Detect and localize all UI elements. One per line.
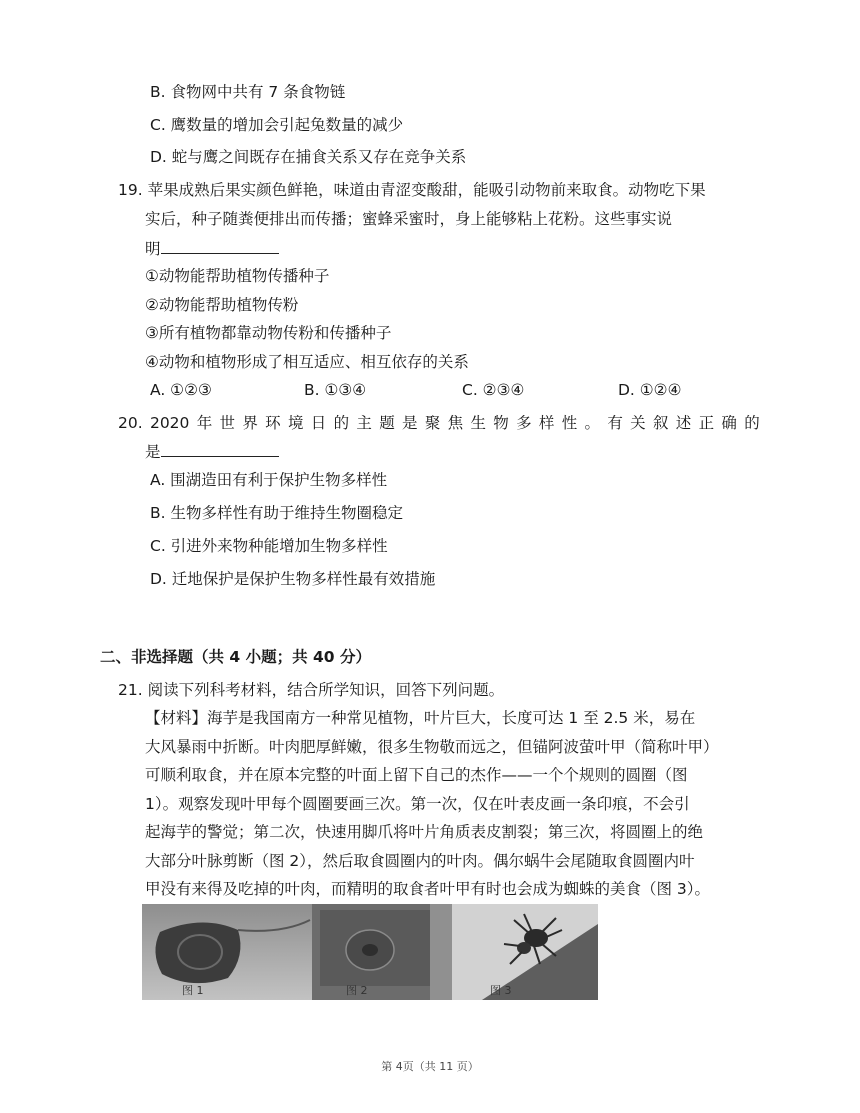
- q18-option-b: B. 食物网中共有 7 条食物链: [150, 83, 346, 101]
- q19-option-c: C. ②③④: [462, 381, 525, 399]
- q21-material-line1: 【材料】海芋是我国南方一种常见植物，叶片巨大，长度可达 1 至 2.5 米，易在: [145, 709, 696, 727]
- q20-stem-char: 2020: [149, 414, 190, 432]
- q20-option-d: D. 迁地保护是保护生物多样性最有效措施: [150, 570, 436, 588]
- figure-2-caption: 图 2: [346, 984, 368, 997]
- leaf-cut-icon: [312, 904, 452, 1000]
- q19-stem-tail: 明: [145, 240, 161, 258]
- q19-option-b: B. ①③④: [304, 381, 367, 399]
- q20-option-c: C. 引进外来物种能增加生物多样性: [150, 537, 388, 555]
- q21-intro: 21. 阅读下列科考材料，结合所学知识，回答下列问题。: [118, 681, 505, 699]
- q20-stem-char: 述: [675, 414, 692, 432]
- q20-stem-char: 聚: [424, 414, 441, 432]
- figure-1-caption: 图 1: [182, 984, 204, 997]
- q20-stem-char: 是: [402, 414, 418, 432]
- figure-3-photo: [452, 904, 598, 1000]
- answer-blank[interactable]: [161, 441, 279, 457]
- q20-stem-char: 境: [287, 414, 304, 432]
- q20-stem-char: 主: [356, 414, 372, 432]
- q20-stem-char: 的: [333, 414, 350, 432]
- q19-statement-4: ④动物和植物形成了相互适应、相互依存的关系: [145, 353, 469, 371]
- q20-stem-char: 。: [584, 414, 601, 432]
- q19-statement-2: ②动物能帮助植物传粉: [145, 296, 299, 314]
- q19-statement-3: ③所有植物都靠动物传粉和传播种子: [145, 324, 392, 342]
- q20-stem-char: 确: [721, 414, 737, 432]
- q19-stem-line2: 实后，种子随粪便排出而传播；蜜蜂采蜜时，身上能够粘上花粉。这些事实说: [145, 210, 673, 228]
- q20-stem-char: 世: [219, 414, 236, 432]
- q20-stem-char: 年: [196, 414, 213, 432]
- q20-stem-char: 物: [493, 414, 509, 432]
- q20-stem-char: 叙: [652, 414, 669, 432]
- section-title: 二、非选择题（共 4 小题；共 40 分）: [100, 648, 371, 666]
- figure-2-photo: [312, 904, 452, 1000]
- q20-stem-char: 20.: [118, 414, 143, 432]
- q19-stem-line1: 19. 苹果成熟后果实颜色鲜艳，味道由青涩变酸甜，能吸引动物前来取食。动物吃下果: [118, 181, 706, 199]
- q20-stem-char: 界: [242, 414, 258, 432]
- q20-stem-tail: 是: [145, 443, 161, 461]
- q18-option-d: D. 蛇与鹰之间既存在捕食关系又存在竞争关系: [150, 148, 467, 166]
- q20-option-a: A. 围湖造田有利于保护生物多样性: [150, 471, 388, 489]
- answer-blank[interactable]: [161, 238, 279, 254]
- q20-stem-char: 题: [379, 414, 395, 432]
- figure-3-caption: 图 3: [490, 984, 512, 997]
- q21-material-line6: 大部分叶脉剪断（图 2），然后取食圆圈内的叶肉。偶尔蜗牛会尾随取食圆圈内叶: [145, 852, 695, 870]
- q20-stem-char: 样: [538, 414, 555, 432]
- q21-material-line3: 可顺利取食，并在原本完整的叶面上留下自己的杰作——一个个规则的圆圈（图: [145, 766, 688, 784]
- q20-stem-char: 焦: [447, 414, 464, 432]
- q21-material-line5: 起海芋的警觉；第二次，快速用脚爪将叶片角质表皮割裂；第三次，将圆圈上的绝: [145, 823, 704, 841]
- spider-icon: [452, 904, 598, 1000]
- figure-strip: [142, 904, 598, 1000]
- q20-stem-char: 有: [607, 414, 623, 432]
- q20-stem-char: 环: [265, 414, 281, 432]
- q20-stem-char: 正: [698, 414, 715, 432]
- q20-stem-char: 关: [630, 414, 646, 432]
- q18-option-c: C. 鹰数量的增加会引起兔数量的减少: [150, 116, 404, 134]
- leaf-with-circle-icon: [142, 904, 312, 1000]
- q20-stem-char: 多: [516, 414, 532, 432]
- q20-stem-char: 生: [470, 414, 486, 432]
- q21-material-line2: 大风暴雨中折断。叶肉肥厚鲜嫩，很多生物敬而远之，但锚阿波萤叶甲（简称叶甲）: [145, 738, 719, 756]
- page-footer: 第 4页（共 11 页）: [381, 1060, 479, 1073]
- q19-stem-line3: [145, 238, 279, 259]
- figure-1-photo: [142, 904, 312, 1000]
- q20-option-b: B. 生物多样性有助于维持生物圈稳定: [150, 504, 403, 522]
- q21-material-line4: 1）。观察发现叶甲每个圆圈要画三次。第一次，仅在叶表皮画一条印痕，不会引: [145, 795, 690, 813]
- q20-stem-line2: [145, 441, 279, 462]
- q19-option-a: A. ①②③: [150, 381, 212, 399]
- q21-material-line7: 甲没有来得及吃掉的叶肉，而精明的取食者叶甲有时也会成为蜘蛛的美食（图 3）。: [145, 880, 711, 898]
- q19-statement-1: ①动物能帮助植物传播种子: [145, 267, 330, 285]
- q20-stem-char: 的: [744, 414, 760, 432]
- q20-stem-line1: [118, 413, 760, 433]
- q20-stem-char: 性: [561, 414, 578, 432]
- q20-stem-char: 日: [310, 414, 327, 432]
- q19-option-d: D. ①②④: [618, 381, 682, 399]
